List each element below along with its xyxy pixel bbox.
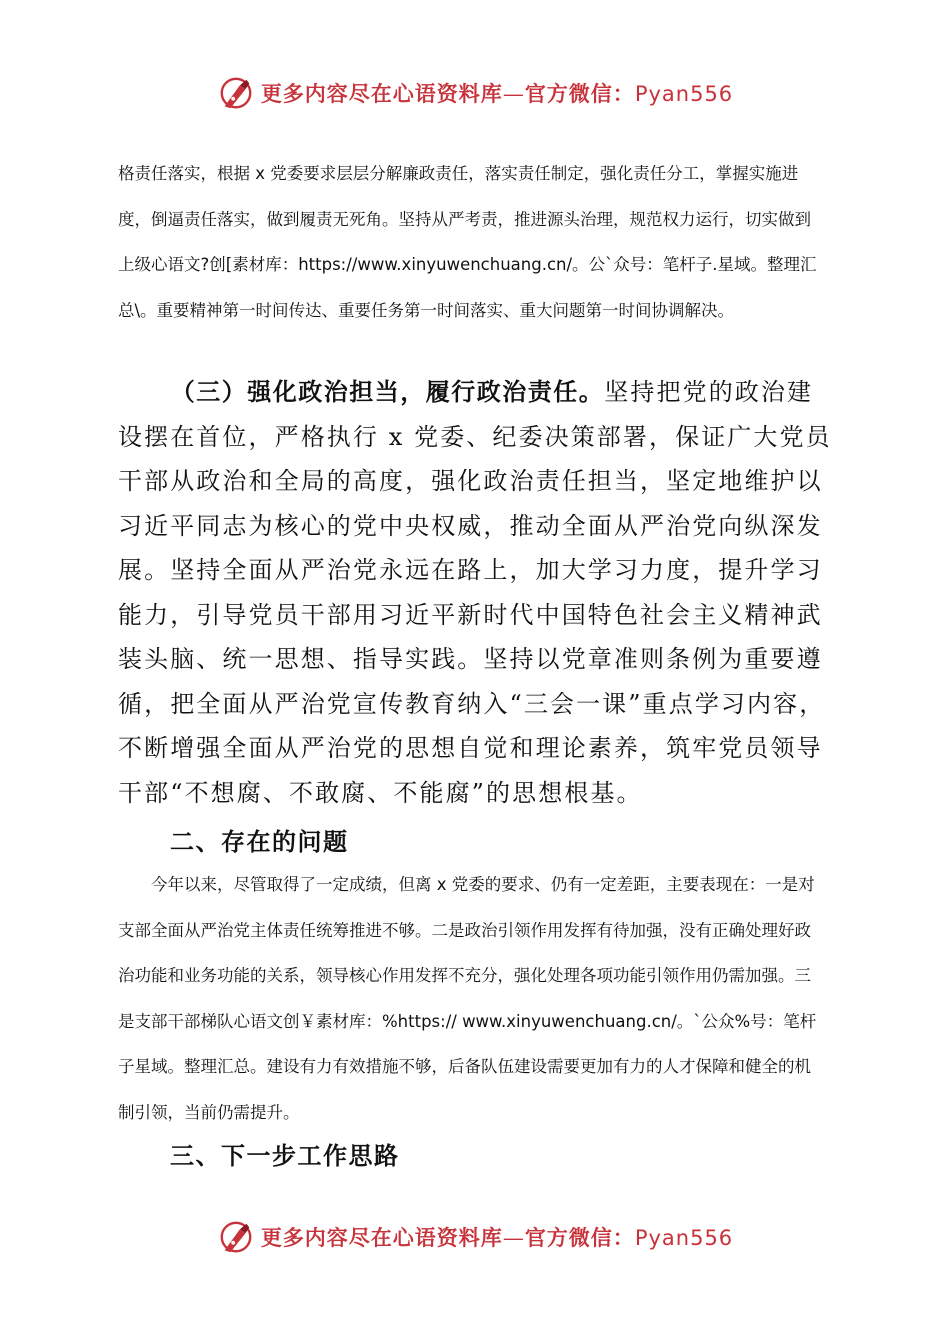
section-heading-problems: 二、存在的问题: [170, 828, 349, 856]
pen-logo-icon: [217, 74, 255, 112]
banner-separator: —: [502, 1226, 525, 1250]
footer-banner: [0, 1214, 950, 1260]
banner-contact-label: 官方微信：: [524, 81, 635, 106]
banner-title: 更多内容尽在心语资料库: [260, 81, 503, 106]
paragraph-2-lead: （三）强化政治担当，履行政治责任。: [170, 378, 605, 406]
banner-contact-id: Pyan556: [634, 1226, 734, 1250]
pen-logo-icon: [217, 1218, 255, 1256]
banner-contact-id: Pyan556: [634, 82, 734, 106]
banner-contact-label: 官方微信：: [524, 1225, 635, 1250]
section-heading-next-steps: 三、下一步工作思路: [170, 1142, 400, 1170]
banner-separator: —: [502, 82, 525, 106]
banner-text: [261, 1222, 733, 1252]
header-banner: [0, 70, 950, 116]
paragraph-2-body: 坚持把党的政治建设摆在首位，严格执行 x 党委、纪委决策部署，保证广大党员干部从政治和全局的高度，强化政治责任担当，坚定地维护以习近平同志为核心的党中央权威，推动全面从严治党向纵深发展。坚持全面从严治党永远在路上，加大学习力度，提升学习能力，引导党员干部用习近平新时代中国特色社会主义精神武装头脑、统一思想、指导实践。坚持以党章准则条例为重要遵循，把全面从严治党宣传教育纳入“三会一课”重点学习内容，不断增强全面从严治党的思想自觉和理论素养，筑牢党员领导干部“不想腐、不敢腐、不能腐”的思想根基。: [118, 378, 832, 807]
paragraph-2: [118, 370, 833, 815]
paragraph-3: 今年以来，尽管取得了一定成绩，但离 x 党委的要求、仍有一定差距，主要表现在：一是对支部全面从严治党主体责任统筹推进不够。二是政治引领作用发挥有待加强，没有正确处理好政治功能和业务功能的关系，领导核心作用发挥不充分，强化处理各项功能引领作用仍需加强。三是支部干部梯队心语文创￥素材库：%https:// www.xinyuwenchuang.cn/。`公众%号：笔杆子星域。整理汇总。建设有力有效措施不够，后备队伍建设需要更加有力的人才保障和健全的机制引领，当前仍需提升。: [118, 875, 817, 1122]
paragraph-1: 格责任落实，根据 x 党委要求层层分解廉政责任，落实责任制定，强化责任分工，掌握实施进度，倒逼责任落实，做到履责无死角。坚持从严考责，推进源头治理，规范权力运行，切实做到上级心语文?创[素材库：https://www.xinyuwenchuang.cn/。公`众号：笔杆子.星域。整理汇总\。重要精神第一时间传达、重要任务第一时间落实、重大问题第一时间协调解决。: [118, 164, 817, 320]
banner-text: [261, 78, 733, 108]
banner-title: 更多内容尽在心语资料库: [260, 1225, 503, 1250]
